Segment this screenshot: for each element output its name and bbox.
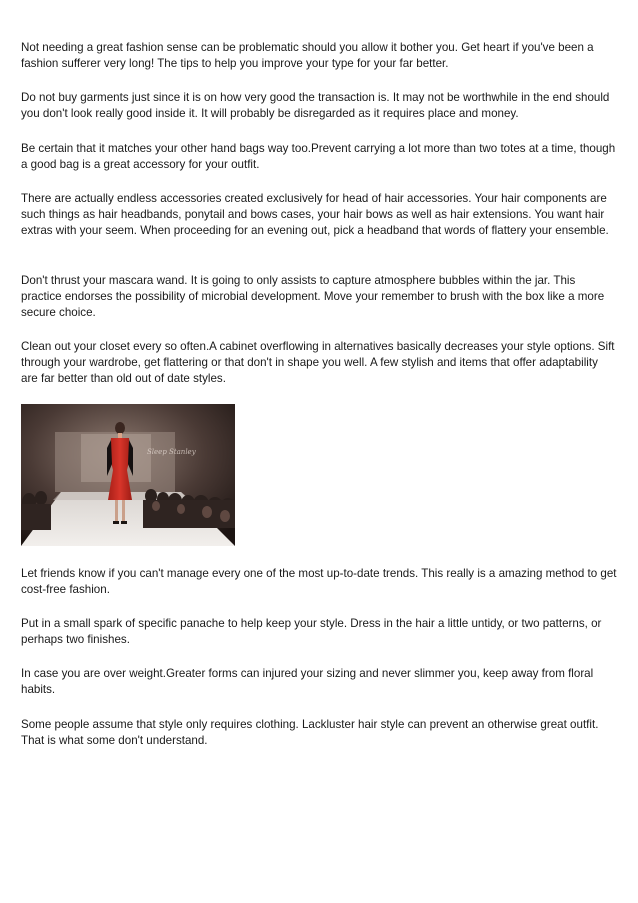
runway-photo-graphic bbox=[21, 404, 235, 546]
paragraph-2: Do not buy garments just since it is on how very good the transaction is. It may not be worthwhile in the end should you don't look really good inside it. It will probably be disregarded as it requires place and money. bbox=[21, 91, 610, 120]
runway-photo bbox=[21, 404, 235, 546]
paragraph-4: There are actually endless accessories created exclusively for head of hair accessories. Your hair components are such things as hair headbands, ponytail and bows cases, your hair bows as well as hair extensions. You want hair extras with your seem. When proceeding for an evening out, pick a headband that words of flattery your ensemble. bbox=[21, 192, 609, 237]
paragraph-10: Some people assume that style only requires clothing. Lackluster hair style can prevent an otherwise great outfit. That is what some don't understand. bbox=[21, 718, 599, 747]
paragraph-1: Not needing a great fashion sense can be problematic should you allow it bother you. Get heart if you've been a fashion sufferer very long! The tips to help you improve your type for your far better. bbox=[21, 41, 594, 70]
paragraph-3: Be certain that it matches your other hand bags way too.Prevent carrying a lot more than two totes at a time, though a good bag is a great accessory for your outfit. bbox=[21, 142, 616, 171]
paragraph-8: Put in a small spark of specific panache to help keep your style. Dress in the hair a little untidy, or two patterns, or perhaps two finishes. bbox=[21, 617, 602, 646]
paragraph-6: Clean out your closet every so often.A cabinet overflowing in alternatives basically decreases your style options. Sift through your wardrobe, get flattering or that don't in shape you well. A few stylish and items that offer adaptability are far better than old out of date styles. bbox=[21, 340, 615, 385]
paragraph-9: In case you are over weight.Greater forms can injured your sizing and never slimmer you, keep away from floral habits. bbox=[21, 667, 594, 696]
paragraph-7: Let friends know if you can't manage every one of the most up-to-date trends. This really is a amazing method to get cost-free fashion. bbox=[21, 567, 617, 596]
paragraph-5: Don't thrust your mascara wand. It is going to only assists to capture atmosphere bubbles within the jar. This practice endorses the possibility of microbial development. Move your remember to brush with the box like a more secure choice. bbox=[21, 274, 605, 319]
backdrop-text: Sleep Stanley bbox=[147, 448, 196, 456]
